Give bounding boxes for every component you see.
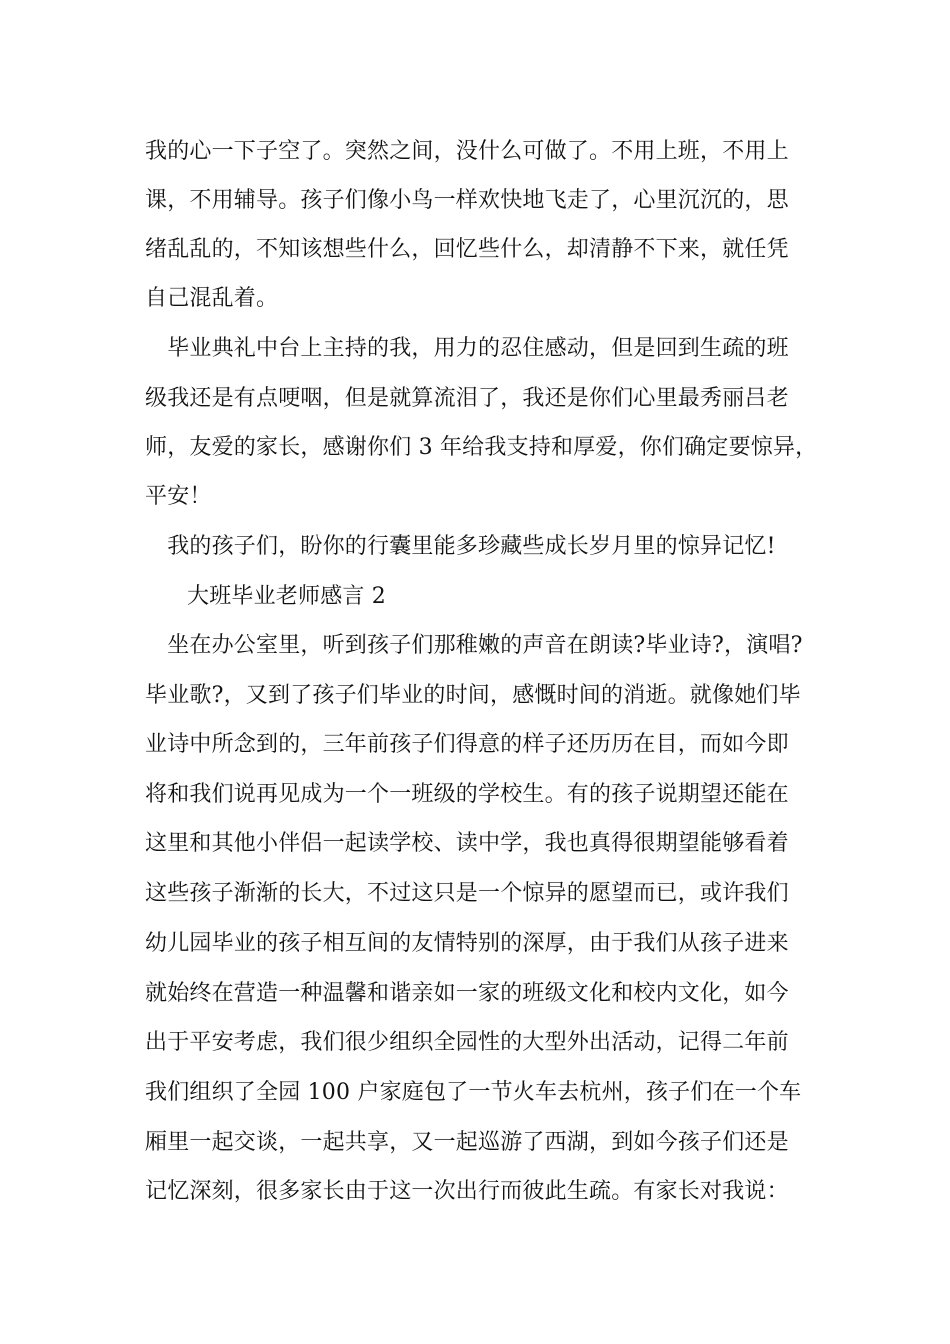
paragraph-line: 毕业典礼中台上主持的我，用力的忍住感动，但是回到生疏的班 [145,336,789,361]
paragraph-line: 自己混乱着。 [145,286,279,311]
paragraph-line: 毕业歌?，又到了孩子们毕业的时间，感慨时间的消逝。就像她们毕 [145,683,801,708]
paragraph-line: 我的孩子们，盼你的行囊里能多珍藏些成长岁月里的惊异记忆! [145,534,776,559]
paragraph-line: 出于平安考虑，我们很少组织全园性的大型外出活动，记得二年前 [145,1030,789,1055]
paragraph-line: 就始终在营造一种温馨和谐亲如一家的班级文化和校内文化，如今 [145,981,789,1006]
paragraph-line: 这些孩子渐渐的长大，不过这只是一个惊异的愿望而已，或许我们 [145,881,789,906]
paragraph-line: 厢里一起交谈，一起共享，又一起巡游了西湖，到如今孩子们还是 [145,1130,789,1155]
paragraph-line: 我们组织了全园 100 户家庭包了一节火车去杭州，孩子们在一个车 [145,1080,802,1105]
paragraph-line: 这里和其他小伴侣一起读学校、读中学，我也真得很期望能够看着 [145,831,789,856]
paragraph-line: 平安！ [145,484,212,509]
paragraph-line: 绪乱乱的，不知该想些什么，回忆些什么，却清静不下来，就任凭 [145,237,789,262]
paragraph-line: 师，友爱的家长，感谢你们 3 年给我支持和厚爱，你们确定要惊异， [145,435,818,460]
paragraph-line: 课，不用辅导。孩子们像小鸟一样欢快地飞走了，心里沉沉的，思 [145,188,789,213]
paragraph-line: 业诗中所念到的，三年前孩子们得意的样子还历历在目，而如今即 [145,732,789,757]
paragraph-line: 我的心一下子空了。突然之间，没什么可做了。不用上班，不用上 [145,139,789,164]
paragraph-line: 将和我们说再见成为一个一班级的学校生。有的孩子说期望还能在 [145,782,789,807]
paragraph-line: 记忆深刻，很多家长由于这一次出行而彼此生疏。有家长对我说： [145,1179,789,1204]
paragraph-line: 坐在办公室里，听到孩子们那稚嫩的声音在朗读?毕业诗?，演唱? [145,633,803,658]
paragraph-line: 幼儿园毕业的孩子相互间的友情特别的深厚，由于我们从孩子进来 [145,931,789,956]
section-heading: 大班毕业老师感言 2 [187,584,386,609]
paragraph-line: 级我还是有点哽咽，但是就算流泪了，我还是你们心里最秀丽吕老 [145,386,789,411]
